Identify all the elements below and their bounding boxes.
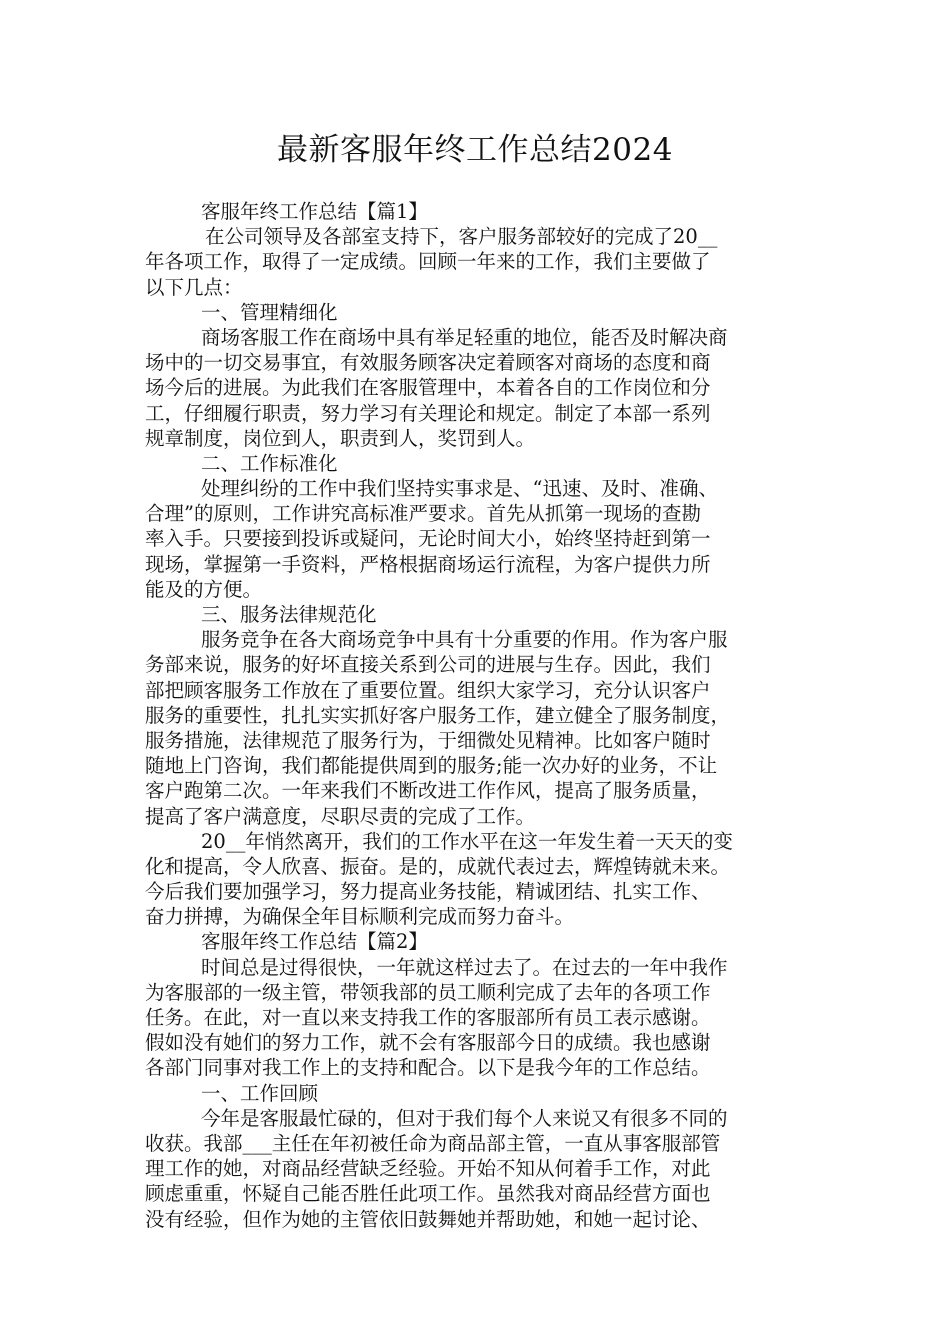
paragraph-line: 能及的方便。 xyxy=(145,577,263,601)
paragraph-line: 今年是客服最忙碌的，但对于我们每个人来说又有很多不同的 xyxy=(201,1106,728,1130)
paragraph-line: 部把顾客服务工作放在了重要位置。组织大家学习，充分认识客户 xyxy=(145,678,711,702)
paragraph-line: 服务的重要性，扎扎实实抓好客户服务工作，建立健全了服务制度， xyxy=(145,703,731,727)
paragraph-line: 场中的一切交易事宜，有效服务顾客决定着顾客对商场的态度和商 xyxy=(145,351,711,375)
paragraph-line: 商场客服工作在商场中具有举足轻重的地位，能否及时解决商 xyxy=(201,325,728,349)
paragraph-line: 各部门同事对我工作上的支持和配合。以下是我今年的工作总结。 xyxy=(145,1056,711,1080)
section-heading: 客服年终工作总结【篇1】 xyxy=(201,200,428,223)
paragraph-line: 在公司领导及各部室支持下，客户服务部较好的完成了20__ xyxy=(205,225,718,249)
paragraph-line: 没有经验，但作为她的主管依旧鼓舞她并帮助她，和她一起讨论、 xyxy=(145,1207,711,1231)
subsection-heading: 一、管理精细化 xyxy=(201,300,338,324)
paragraph-line: 为客服部的一级主管，带领我部的员工顺利完成了去年的各项工作 xyxy=(145,980,711,1004)
paragraph-line: 假如没有她们的努力工作，就不会有客服部今日的成绩。我也感谢 xyxy=(145,1031,711,1055)
subsection-heading: 三、服务法律规范化 xyxy=(201,603,377,626)
paragraph-line: 客户跑第二次。一年来我们不断改进工作作风，提高了服务质量， xyxy=(145,779,711,803)
paragraph-line: 20__年悄然离开，我们的工作水平在这一年发生着一天天的变 xyxy=(201,829,733,853)
paragraph-line: 工，仔细履行职责，努力学习有关理论和规定。制定了本部一系列 xyxy=(145,401,711,425)
document-body xyxy=(145,199,813,1232)
paragraph-line: 年各项工作，取得了一定成绩。回顾一年来的工作，我们主要做了 xyxy=(145,250,711,274)
paragraph-line: 合理”的原则，工作讲究高标准严要求。首先从抓第一现场的查勘 xyxy=(145,502,701,526)
paragraph-line: 理工作的她，对商品经营缺乏经验。开始不知从何着手工作，对此 xyxy=(145,1157,711,1181)
paragraph-line: 奋力拼搏，为确保全年目标顺利完成而努力奋斗。 xyxy=(145,905,575,929)
paragraph-line: 时间总是过得很快，一年就这样过去了。在过去的一年中我作 xyxy=(201,955,728,979)
paragraph-line: 收获。我部___主任在年初被任命为商品部主管，一直从事客服部管 xyxy=(145,1131,721,1155)
subsection-heading: 二、工作标准化 xyxy=(201,451,338,475)
paragraph-line: 务部来说，服务的好坏直接关系到公司的进展与生存。因此，我们 xyxy=(145,653,711,677)
paragraph-line: 率入手。只要接到投诉或疑问，无论时间大小，始终坚持赶到第一 xyxy=(145,527,711,551)
section-heading: 客服年终工作总结【篇2】 xyxy=(201,930,428,954)
document-title: 最新客服年终工作总结2024 xyxy=(277,132,673,168)
paragraph-line: 处理纠纷的工作中我们坚持实事求是、“迅速、及时、准确、 xyxy=(201,477,718,501)
paragraph-line: 规章制度，岗位到人，职责到人，奖罚到人。 xyxy=(145,426,536,450)
paragraph-line: 随地上门咨询，我们都能提供周到的服务;能一次办好的业务，不让 xyxy=(145,754,718,778)
paragraph-line: 以下几点： xyxy=(145,275,243,299)
paragraph-line: 任务。在此，对一直以来支持我工作的客服部所有员工表示感谢。 xyxy=(145,1006,711,1029)
paragraph-line: 场今后的进展。为此我们在客服管理中，本着各自的工作岗位和分 xyxy=(145,376,711,400)
subsection-heading: 一、工作回顾 xyxy=(201,1081,319,1105)
paragraph-line: 今后我们要加强学习，努力提高业务技能，精诚团结、扎实工作、 xyxy=(145,880,711,904)
paragraph-line: 服务竞争在各大商场竞争中具有十分重要的作用。作为客户服 xyxy=(201,628,728,652)
paragraph-line: 现场，掌握第一手资料，严格根据商场运行流程，为客户提供力所 xyxy=(145,552,711,576)
paragraph-line: 服务措施，法律规范了服务行为，于细微处见精神。比如客户随时 xyxy=(145,728,711,752)
paragraph-line: 提高了客户满意度，尽职尽责的完成了工作。 xyxy=(145,804,536,828)
paragraph-line: 顾虑重重，怀疑自己能否胜任此项工作。虽然我对商品经营方面也 xyxy=(145,1182,711,1206)
paragraph-line: 化和提高，令人欣喜、振奋。是的，成就代表过去，辉煌铸就未来。 xyxy=(145,854,731,878)
